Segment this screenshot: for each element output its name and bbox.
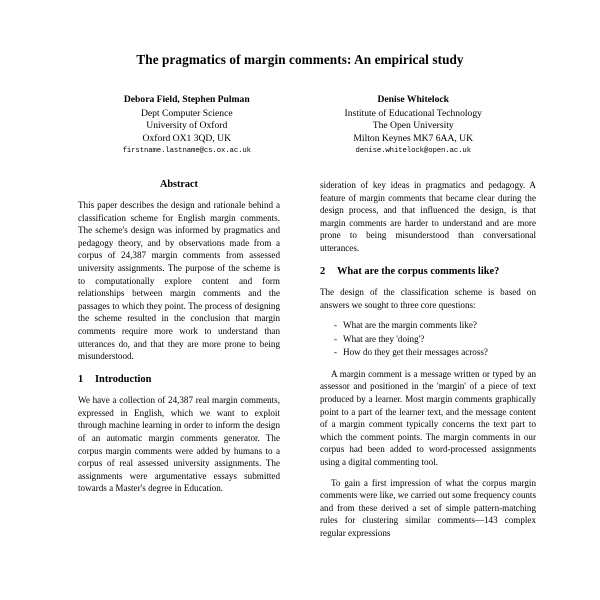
dash-bullet-icon: - (334, 346, 338, 357)
section-heading-2 (320, 266, 536, 278)
section-2-paragraph: A margin comment is a message written or typed by an assessor and positioned in the 'margin' of a piece of text produced by a learner. Most margin comments graphically point to a part of the learner text, and the message content of a margin comment typically concerns the text part to which the comment points. The margin comments in our corpus had been added to word-processed assignments using a digital commenting tool. (320, 368, 536, 467)
author-block-left (78, 94, 296, 157)
section-1-paragraph: We have a collection of 24,387 real margin comments, expressed in English, which we want to exploit through machine learning in order to inform the design of an automatic margin comments generator. The corpus margin comments were added by humans to a corpus of real assessed university assignments. The assignments were argumentative essays submitted towards a Master's degree in Education. (78, 395, 280, 494)
list-item-label: How do they get their messages across? (343, 346, 488, 357)
list-item-label: What are the margin comments like? (343, 320, 477, 331)
author-names: Debora Field, Stephen Pulman (123, 93, 250, 105)
column-left (78, 179, 280, 503)
abstract-text: This paper describes the design and rationale behind a classification scheme for English margin comments. The scheme's design was informed by pragmatics and pedagogy theory, and by observations made from a corpus of 24,387 margin comments from assessed university assignments. The purpose of the scheme is to computationally explore content and form relationships between margin comments and the passages to which they point. The process of designing the scheme resulted in the conclusion that margin comments require more work to understand than utterances do, and that they are more prone to being misunderstood. (78, 200, 280, 362)
list-item (334, 346, 536, 359)
author-affiliation-line: Milton Keynes MK7 6AA, UK (353, 132, 474, 144)
section-2-paragraph: To gain a first impression of what the corpus margin comments were like, we carried out some frequency counts and from these derived a set of simple pattern-matching rules for clustering similar comments—143 complex regular expressions (320, 477, 536, 538)
author-names: Denise Whitelock (377, 93, 449, 105)
author-affiliation-line: Dept Computer Science (140, 107, 233, 119)
list-item-label: What are they 'doing'? (343, 333, 425, 344)
section-number: 2 (320, 265, 326, 277)
author-affiliation-line: Oxford OX1 3QD, UK (142, 132, 231, 144)
dash-bullet-icon: - (334, 333, 338, 344)
section-title: Introduction (95, 373, 152, 385)
section-title: What are the corpus comments like? (337, 265, 500, 277)
list-item (334, 333, 536, 346)
section-heading-1 (78, 374, 280, 386)
author-block-right (304, 94, 522, 157)
two-column-body (78, 179, 536, 539)
core-questions-list (320, 319, 536, 359)
author-block-group (78, 94, 522, 157)
author-email: firstname.lastname@cs.ox.ac.uk (122, 147, 251, 156)
page-title: The pragmatics of margin comments: An empirical study (136, 52, 464, 67)
section-number: 1 (78, 373, 84, 385)
list-item (334, 319, 536, 332)
dash-bullet-icon: - (334, 320, 338, 331)
abstract-heading: Abstract (160, 179, 198, 191)
author-affiliation-line: The Open University (372, 120, 454, 132)
continuation-paragraph: sideration of key ideas in pragmatics and pedagogy. A feature of margin comments that became clear during the design process, and that influenced the design, is that margin comments are harder to understand and are more prone to being misunderstood than conversational utterances. (320, 180, 536, 254)
column-right (320, 179, 536, 539)
section-2-intro: The design of the classification scheme is based on answers we sought to three core questions: (320, 287, 536, 310)
author-affiliation-line: University of Oxford (146, 120, 228, 132)
author-email: denise.whitelock@open.ac.uk (355, 147, 471, 156)
author-affiliation-line: Institute of Educational Technology (344, 107, 482, 119)
